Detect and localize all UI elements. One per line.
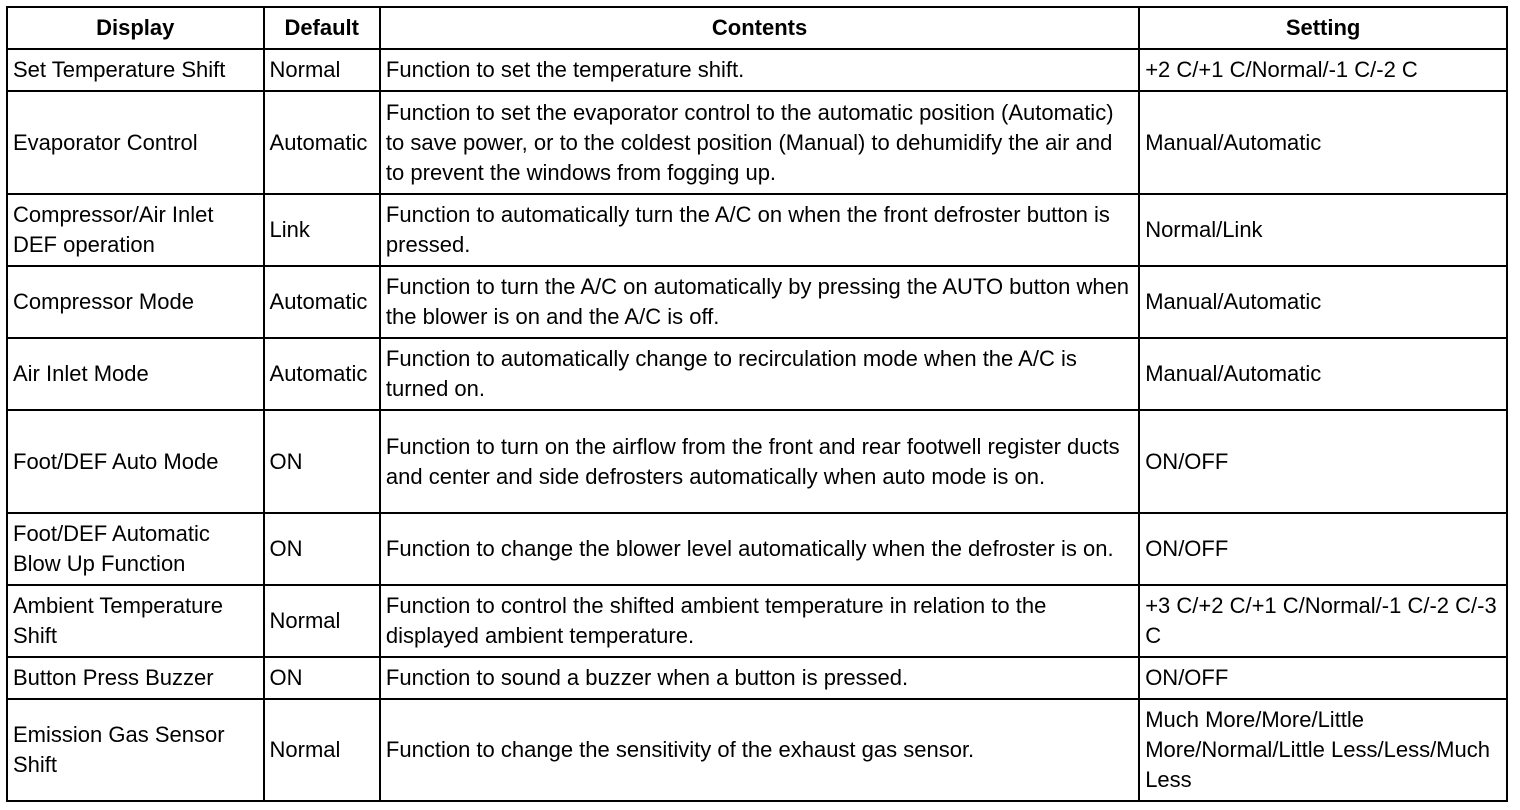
cell-setting: +2 C/+1 C/Normal/-1 C/-2 C — [1139, 49, 1507, 91]
cell-contents: Function to automatically turn the A/C on when the front defroster button is pressed. — [380, 194, 1139, 266]
cell-default: Normal — [264, 585, 380, 657]
cell-display: Compressor Mode — [7, 266, 264, 338]
table-row — [7, 194, 1507, 266]
cell-default: Automatic — [264, 91, 380, 194]
table-row — [7, 49, 1507, 91]
cell-setting: Manual/Automatic — [1139, 91, 1507, 194]
cell-contents: Function to control the shifted ambient temperature in relation to the displayed ambient temperature. — [380, 585, 1139, 657]
table-row — [7, 585, 1507, 657]
cell-default: Automatic — [264, 266, 380, 338]
cell-contents: Function to change the blower level automatically when the defroster is on. — [380, 513, 1139, 585]
cell-default: ON — [264, 410, 380, 513]
cell-display: Foot/DEF Auto Mode — [7, 410, 264, 513]
cell-display: Button Press Buzzer — [7, 657, 264, 699]
cell-default: ON — [264, 513, 380, 585]
cell-default: Normal — [264, 49, 380, 91]
cell-setting: Manual/Automatic — [1139, 266, 1507, 338]
cell-contents: Function to sound a buzzer when a button is pressed. — [380, 657, 1139, 699]
cell-contents: Function to turn on the airflow from the front and rear footwell register ducts and center and side defrosters automatically when auto mode is on. — [380, 410, 1139, 513]
table-body — [7, 49, 1507, 801]
settings-table — [6, 6, 1508, 802]
cell-default: Normal — [264, 699, 380, 801]
table-row — [7, 266, 1507, 338]
cell-default: Link — [264, 194, 380, 266]
cell-setting: ON/OFF — [1139, 410, 1507, 513]
cell-setting: ON/OFF — [1139, 657, 1507, 699]
table-row — [7, 513, 1507, 585]
cell-setting: ON/OFF — [1139, 513, 1507, 585]
header-default: Default — [264, 7, 380, 49]
cell-default: Automatic — [264, 338, 380, 410]
cell-setting: Much More/More/Little More/Normal/Little Less/Less/Much Less — [1139, 699, 1507, 801]
cell-display: Foot/DEF Automatic Blow Up Function — [7, 513, 264, 585]
cell-contents: Function to turn the A/C on automatically by pressing the AUTO button when the blower is on and the A/C is off. — [380, 266, 1139, 338]
table-row — [7, 338, 1507, 410]
table-row — [7, 91, 1507, 194]
cell-setting: +3 C/+2 C/+1 C/Normal/-1 C/-2 C/-3 C — [1139, 585, 1507, 657]
cell-display: Emission Gas Sensor Shift — [7, 699, 264, 801]
settings-table-container — [6, 6, 1508, 802]
header-display: Display — [7, 7, 264, 49]
header-contents: Contents — [380, 7, 1139, 49]
cell-display: Ambient Temperature Shift — [7, 585, 264, 657]
table-row — [7, 699, 1507, 801]
cell-default: ON — [264, 657, 380, 699]
cell-contents: Function to set the temperature shift. — [380, 49, 1139, 91]
table-row — [7, 410, 1507, 513]
cell-contents: Function to automatically change to recirculation mode when the A/C is turned on. — [380, 338, 1139, 410]
cell-display: Evaporator Control — [7, 91, 264, 194]
table-row — [7, 657, 1507, 699]
cell-display: Set Temperature Shift — [7, 49, 264, 91]
cell-setting: Manual/Automatic — [1139, 338, 1507, 410]
table-header — [7, 7, 1507, 49]
cell-contents: Function to change the sensitivity of the exhaust gas sensor. — [380, 699, 1139, 801]
header-setting: Setting — [1139, 7, 1507, 49]
cell-display: Air Inlet Mode — [7, 338, 264, 410]
cell-contents: Function to set the evaporator control to the automatic position (Automatic) to save power, or to the coldest position (Manual) to dehumidify the air and to prevent the windows from fogging up. — [380, 91, 1139, 194]
cell-display: Compressor/Air Inlet DEF operation — [7, 194, 264, 266]
cell-setting: Normal/Link — [1139, 194, 1507, 266]
header-row — [7, 7, 1507, 49]
